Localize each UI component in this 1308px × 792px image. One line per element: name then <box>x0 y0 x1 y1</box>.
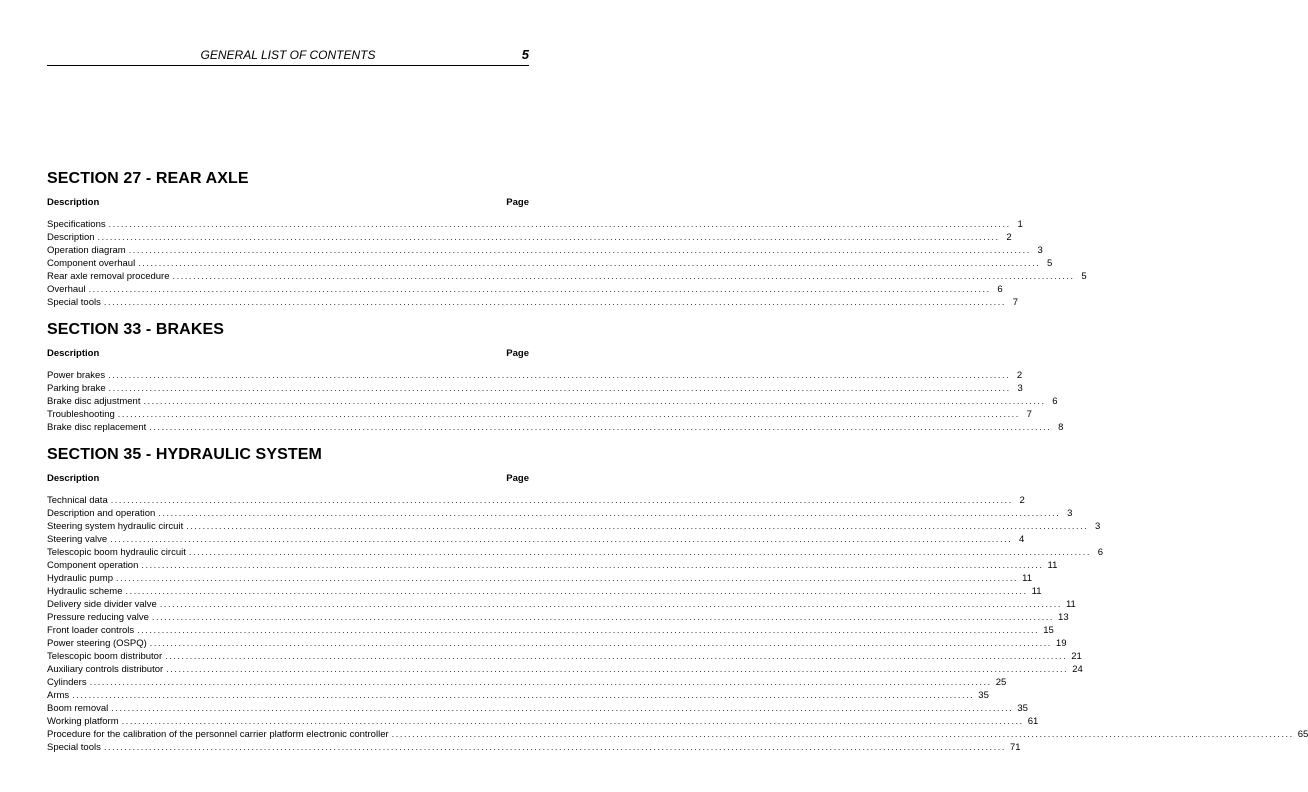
toc-entry-page: 2 <box>1016 370 1023 381</box>
toc-entry-label: Telescopic boom hydraulic circuit <box>47 547 186 558</box>
dot-leader: ............................................................................................................................................................................................................................ <box>111 703 1014 713</box>
toc-entry-label: Auxiliary controls distributor <box>47 664 164 675</box>
toc-entry-label: Boom removal <box>47 703 109 714</box>
toc-entry-label: Pressure reducing valve <box>47 612 149 623</box>
toc-entry-label: Brake disc adjustment <box>47 396 141 407</box>
toc-entry-page: 5 <box>1047 258 1053 269</box>
dot-leader: ............................................................................................................................................................................................................................ <box>89 677 992 687</box>
toc-entry <box>47 369 1023 382</box>
toc-entry-page: 4 <box>1019 534 1025 545</box>
toc-entry-page: 19 <box>1055 638 1067 649</box>
section-title: SECTION 27 - REAR AXLE <box>47 170 249 187</box>
toc-entry-label: Arms <box>47 690 70 701</box>
page-column-label: Page <box>506 473 529 484</box>
toc-entry <box>47 382 1023 395</box>
dot-leader: ............................................................................................................................................................................................................................ <box>110 534 1013 544</box>
toc-entry-label: Steering system hydraulic circuit <box>47 521 184 532</box>
toc-entry <box>47 546 1103 559</box>
toc-entry-label: Working platform <box>47 716 119 727</box>
toc-entry-page: 5 <box>1081 271 1087 282</box>
toc-entry <box>47 283 1003 296</box>
toc-entry-page: 24 <box>1072 664 1083 675</box>
description-column-label: Description <box>47 197 100 208</box>
toc-entry <box>47 218 1023 231</box>
page-column-label: Page <box>506 348 529 359</box>
dot-leader: ............................................................................................................................................................................................................................ <box>108 383 1011 393</box>
dot-leader: ............................................................................................................................................................................................................................ <box>391 729 1294 739</box>
toc-entry-label: Component operation <box>47 560 139 571</box>
toc-entry-page: 65 <box>1297 729 1308 740</box>
dot-leader: ............................................................................................................................................................................................................................ <box>186 521 1089 531</box>
toc-entry-page: 3 <box>1067 508 1073 519</box>
dot-leader: ............................................................................................................................................................................................................................ <box>103 742 1006 752</box>
dot-leader: ............................................................................................................................................................................................................................ <box>108 370 1011 380</box>
toc-entry <box>47 244 1043 257</box>
description-column-label: Description <box>47 473 100 484</box>
toc-entry-page: 13 <box>1058 612 1069 623</box>
toc-entry-label: Cylinders <box>47 677 87 688</box>
dot-leader: ............................................................................................................................................................................................................................ <box>188 547 1091 557</box>
toc-entry <box>47 231 1012 244</box>
dot-leader: ............................................................................................................................................................................................................................ <box>165 651 1068 661</box>
toc-entry-label: Special tools <box>47 742 101 753</box>
toc-entry-page: 3 <box>1095 521 1101 532</box>
toc-entry <box>47 421 1064 434</box>
page-header <box>47 48 529 66</box>
toc-entry-page: 61 <box>1027 716 1039 727</box>
toc-entry-page: 15 <box>1043 625 1054 636</box>
dot-leader: ............................................................................................................................................................................................................................ <box>110 495 1013 505</box>
toc-entry-label: Power steering (OSPQ) <box>47 638 147 649</box>
dot-leader: ............................................................................................................................................................................................................................ <box>116 573 1019 583</box>
toc-entry-label: Brake disc replacement <box>47 422 147 433</box>
toc-entry <box>47 296 1018 309</box>
toc-entry <box>47 494 1025 507</box>
toc-entry-label: Hydraulic scheme <box>47 586 123 597</box>
dot-leader: ............................................................................................................................................................................................................................ <box>121 716 1024 726</box>
entry-list <box>47 218 1087 309</box>
toc-entry-label: Parking brake <box>47 383 106 394</box>
toc-entry-label: Power brakes <box>47 370 106 381</box>
header-title: GENERAL LIST OF CONTENTS <box>200 48 376 62</box>
toc-entry <box>47 585 1042 598</box>
toc-entry <box>47 624 1054 637</box>
toc-entry-page: 11 <box>1047 560 1058 571</box>
toc-entry-page: 3 <box>1037 245 1043 256</box>
toc-entry-page: 8 <box>1058 422 1064 433</box>
toc-entry-page: 6 <box>997 284 1003 295</box>
toc-entry-label: Procedure for the calibration of the personnel carrier platform electronic controller <box>47 729 389 740</box>
page-number: 5 <box>521 47 529 62</box>
dot-leader: ............................................................................................................................................................................................................................ <box>125 586 1028 596</box>
toc-entry-page: 35 <box>978 690 989 701</box>
toc-entry-label: Front loader controls <box>47 625 135 636</box>
dot-leader: ............................................................................................................................................................................................................................ <box>117 409 1020 419</box>
dot-leader: ............................................................................................................................................................................................................................ <box>149 422 1052 432</box>
dot-leader: ............................................................................................................................................................................................................................ <box>128 245 1031 255</box>
toc-entry-label: Description and operation <box>47 508 156 519</box>
dot-leader: ............................................................................................................................................................................................................................ <box>97 232 1000 242</box>
toc-entry-label: Technical data <box>47 495 108 506</box>
toc-entry <box>47 611 1069 624</box>
toc-entry <box>47 395 1058 408</box>
toc-entry-page: 21 <box>1071 651 1082 662</box>
toc-entry-label: Overhaul <box>47 284 86 295</box>
dot-leader: ............................................................................................................................................................................................................................ <box>143 396 1046 406</box>
dot-leader: ............................................................................................................................................................................................................................ <box>137 625 1040 635</box>
dot-leader: ............................................................................................................................................................................................................................ <box>172 271 1075 281</box>
page-column-label: Page <box>506 197 529 208</box>
toc-entry-page: 6 <box>1052 396 1058 407</box>
toc-entry-label: Telescopic boom distributor <box>47 651 163 662</box>
toc-entry <box>47 728 1308 741</box>
toc-entry-page: 11 <box>1031 586 1042 597</box>
toc-entry <box>47 702 1028 715</box>
dot-leader: ............................................................................................................................................................................................................................ <box>103 297 1006 307</box>
toc-entry-label: Special tools <box>47 297 101 308</box>
section-title: SECTION 35 - HYDRAULIC SYSTEM <box>47 446 322 463</box>
toc-entry-page: 7 <box>1012 297 1018 308</box>
toc-entry <box>47 572 1032 585</box>
toc-entry-label: Description <box>47 232 95 243</box>
toc-entry-label: Troubleshooting <box>47 409 115 420</box>
toc-entry-page: 3 <box>1017 383 1023 394</box>
dot-leader: ............................................................................................................................................................................................................................ <box>159 599 1062 609</box>
dot-leader: ............................................................................................................................................................................................................................ <box>88 284 991 294</box>
toc-entry-page: 1 <box>1017 219 1023 230</box>
toc-entry <box>47 598 1076 611</box>
column-header <box>47 348 529 359</box>
toc-entry-page: 71 <box>1009 742 1021 753</box>
toc-entry-page: 7 <box>1026 409 1032 420</box>
toc-entry <box>47 520 1101 533</box>
dot-leader: ............................................................................................................................................................................................................................ <box>158 508 1061 518</box>
toc-entry-label: Operation diagram <box>47 245 126 256</box>
toc-entry-label: Delivery side divider valve <box>47 599 157 610</box>
toc-entry-page: 25 <box>995 677 1007 688</box>
toc-entry <box>47 741 1021 754</box>
entry-list <box>47 494 1308 754</box>
column-header <box>47 473 529 484</box>
dot-leader: ............................................................................................................................................................................................................................ <box>72 690 975 700</box>
toc-entry <box>47 257 1053 270</box>
dot-leader: ............................................................................................................................................................................................................................ <box>108 219 1011 229</box>
toc-entry-page: 11 <box>1065 599 1076 610</box>
toc-entry-label: Component overhaul <box>47 258 136 269</box>
dot-leader: ............................................................................................................................................................................................................................ <box>166 664 1069 674</box>
toc-entry <box>47 559 1058 572</box>
section-35 <box>47 446 1308 754</box>
toc-entry <box>47 676 1007 689</box>
toc-entry-page: 11 <box>1022 573 1032 584</box>
column-header <box>47 197 529 208</box>
toc-entry-label: Steering valve <box>47 534 108 545</box>
dot-leader: ............................................................................................................................................................................................................................ <box>138 258 1041 268</box>
section-title: SECTION 33 - BRAKES <box>47 321 225 338</box>
toc-entry-page: 35 <box>1017 703 1028 714</box>
entry-list <box>47 369 1064 434</box>
toc-entry-page: 6 <box>1097 547 1103 558</box>
toc-entry <box>47 270 1087 283</box>
toc-entry-page: 2 <box>1019 495 1025 506</box>
toc-entry <box>47 650 1082 663</box>
dot-leader: ............................................................................................................................................................................................................................ <box>149 638 1052 648</box>
toc-entry <box>47 689 989 702</box>
dot-leader: ............................................................................................................................................................................................................................ <box>141 560 1044 570</box>
toc-entry <box>47 533 1025 546</box>
toc-entry-label: Hydraulic pump <box>47 573 113 584</box>
toc-entry-page: 2 <box>1006 232 1012 243</box>
toc-entry <box>47 637 1067 650</box>
toc-entry <box>47 408 1032 421</box>
dot-leader: ............................................................................................................................................................................................................................ <box>151 612 1055 622</box>
toc-entry-label: Rear axle removal procedure <box>47 271 170 282</box>
toc-entry <box>47 715 1039 728</box>
toc-entry <box>47 663 1083 676</box>
section-33 <box>47 321 1064 434</box>
section-27 <box>47 170 1087 309</box>
description-column-label: Description <box>47 348 100 359</box>
toc-entry-label: Specifications <box>47 219 106 230</box>
toc-entry <box>47 507 1073 520</box>
